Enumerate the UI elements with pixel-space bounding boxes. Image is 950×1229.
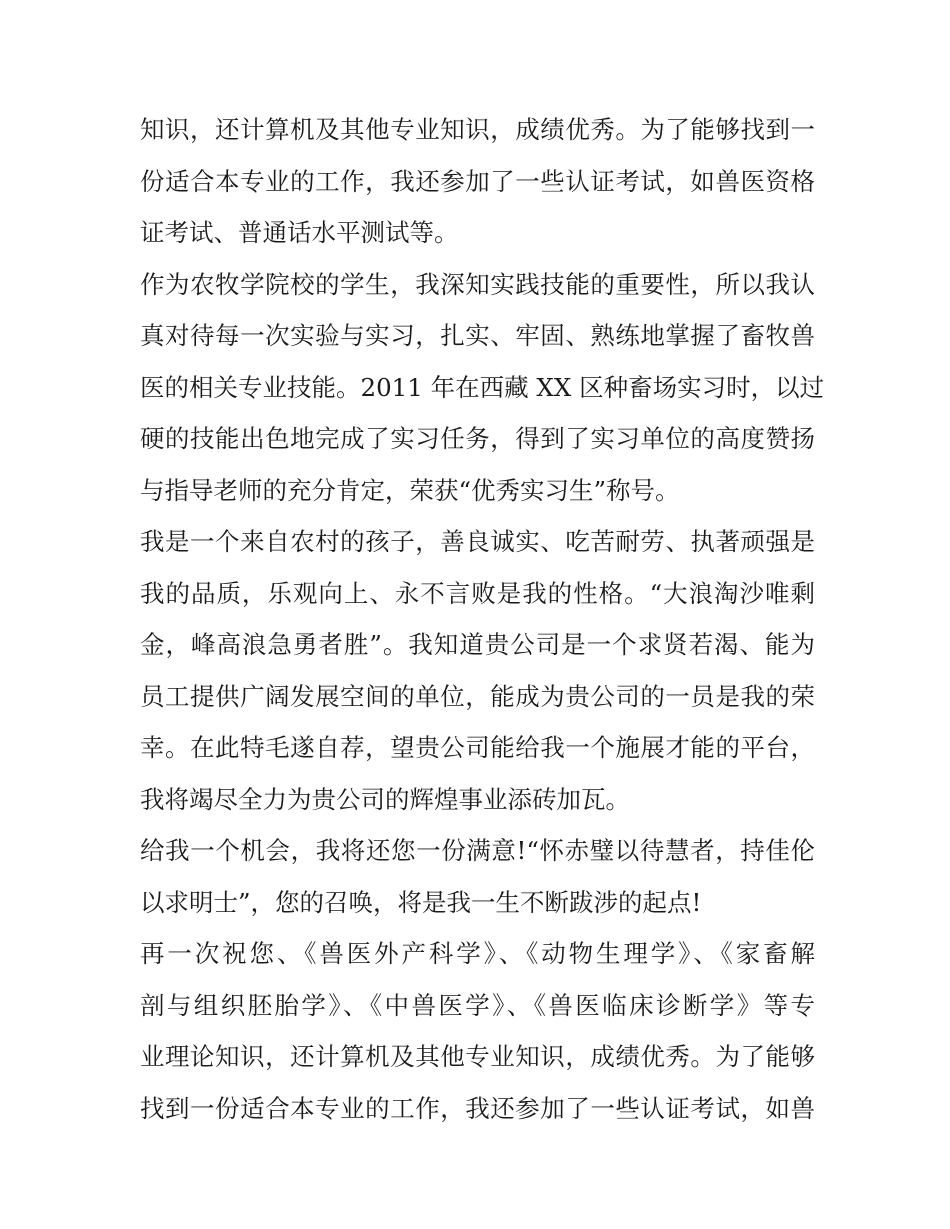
- text-line: 我的品质，乐观向上、永不言败是我的性格。“大浪淘沙唯剩: [140, 578, 815, 608]
- text-line: 给我一个机会，我将还您一份满意!“怀赤璧以待慧者，持佳伦: [140, 836, 815, 865]
- text-line: 我将竭尽全力为贵公司的辉煌事业添砖加瓦。: [140, 784, 630, 814]
- text-line: 知识，还计算机及其他专业知识，成绩优秀。为了能够找到一: [140, 115, 815, 144]
- text-line: 找到一份适合本专业的工作，我还参加了一些认证考试，如兽: [140, 1093, 815, 1123]
- text-line: 作为农牧学院校的学生，我深知实践技能的重要性，所以我认: [140, 269, 815, 299]
- text-line: 业理论知识，还计算机及其他专业知识，成绩优秀。为了能够: [140, 1042, 815, 1071]
- text-line: 幸。在此特毛遂自荐，望贵公司能给我一个施展才能的平台，: [140, 733, 815, 762]
- text-line: 金，峰高浪急勇者胜”。我知道贵公司是一个求贤若渴、能为: [140, 630, 815, 659]
- text-line: 与指导老师的充分肯定，荣获“优秀实习生”称号。: [140, 475, 680, 505]
- text-line: 剖与组织胚胎学》、《中兽医学》、《兽医临床诊断学》等专: [140, 990, 815, 1020]
- text-line: 份适合本专业的工作，我还参加了一些认证考试，如兽医资格: [140, 166, 815, 196]
- text-line: 再一次祝您、《兽医外产科学》、《动物生理学》、《家畜解: [140, 939, 815, 968]
- text-line: 证考试、普通话水平测试等。: [140, 218, 459, 247]
- text-line: 员工提供广阔发展空间的单位，能成为贵公司的一员是我的荣: [140, 681, 815, 711]
- text-line: 我是一个来自农村的孩子，善良诚实、吃苦耐劳、执著顽强是: [140, 527, 815, 556]
- text-line: 以求明士”，您的召唤，将是我一生不断跋涉的起点!: [140, 887, 702, 917]
- text-line: 硬的技能出色地完成了实习任务，得到了实习单位的高度赞扬: [140, 424, 815, 453]
- text-line: 医的相关专业技能。2011 年在西藏 XX 区种畜场实习时，以过: [140, 372, 825, 402]
- text-line: 真对待每一次实验与实习，扎实、牢固、熟练地掌握了畜牧兽: [140, 321, 815, 350]
- body-text: [140, 104, 825, 1134]
